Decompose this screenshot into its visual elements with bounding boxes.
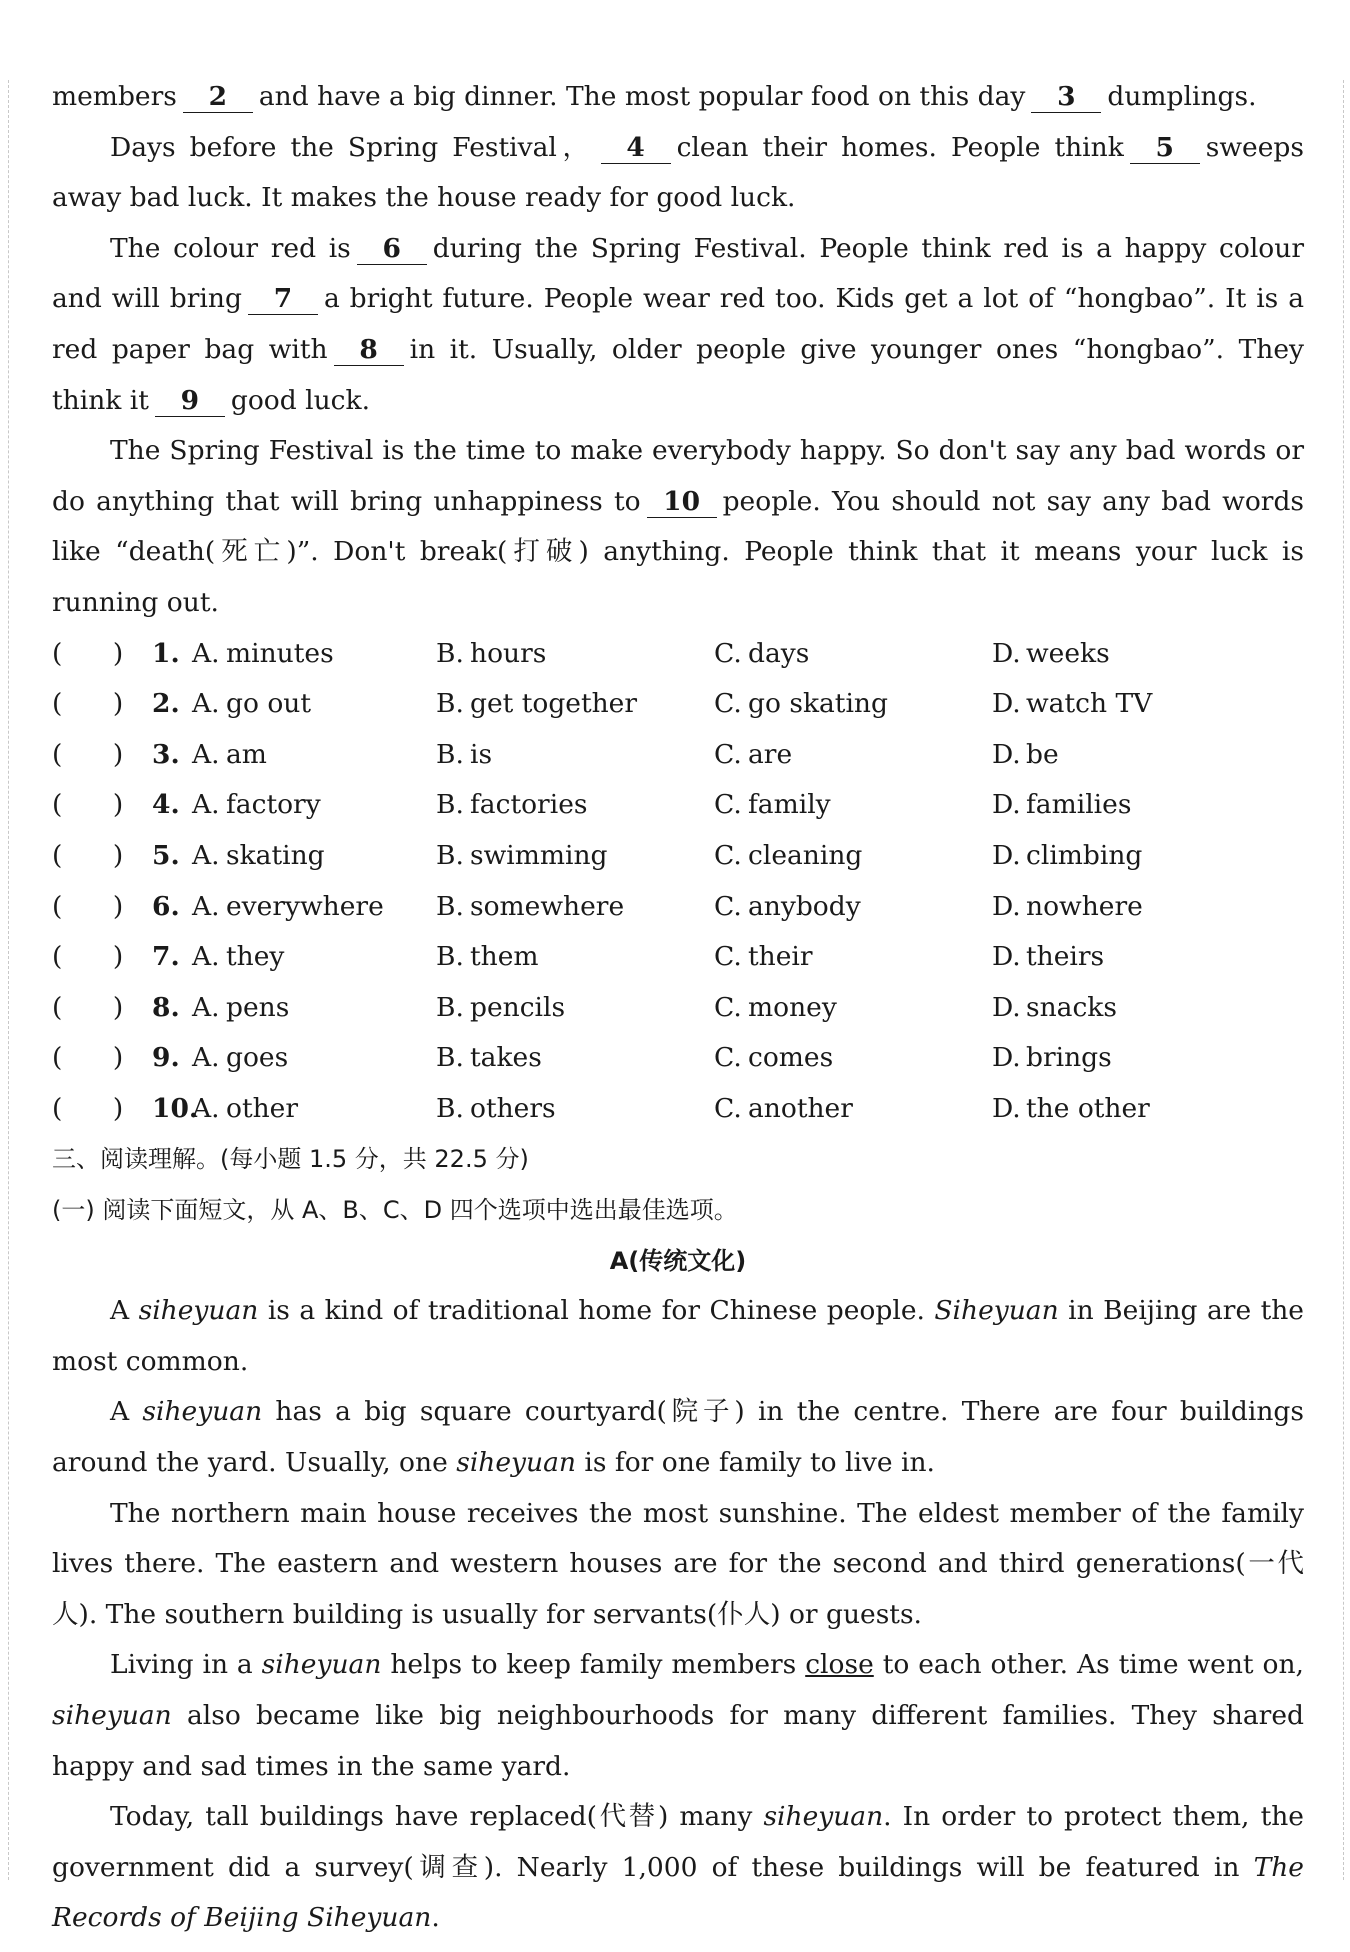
reading-paragraph-5	[52, 1792, 1304, 1944]
option-a	[192, 882, 436, 933]
option-text: goes	[226, 1042, 289, 1074]
blank-10: 10	[647, 487, 717, 518]
question-row	[52, 629, 1304, 680]
option-text: minutes	[226, 637, 334, 669]
text: The colour red is	[110, 232, 351, 264]
answer-paren[interactable]: ( )	[52, 890, 124, 922]
option-letter: A.	[192, 637, 220, 669]
question-list	[52, 629, 1304, 1135]
term: Siheyuan	[934, 1295, 1059, 1327]
text: has a big square courtyard(院子) in the centre. There are four buildings around the yard. Usually, one	[52, 1396, 1304, 1479]
section-title: 三、阅读理解。(每小题 1.5 分，共 22.5 分)	[52, 1145, 529, 1174]
option-text: cleaning	[748, 839, 863, 871]
reading-paragraph-4	[52, 1640, 1304, 1792]
cloze-paragraph-2	[52, 123, 1304, 224]
option-letter: C.	[714, 839, 742, 871]
option-letter: D.	[992, 789, 1021, 821]
option-letter: B.	[436, 839, 464, 871]
text: A	[110, 1396, 130, 1428]
answer-paren[interactable]: ( )	[52, 991, 124, 1023]
option-text: takes	[470, 1042, 542, 1074]
option-text: comes	[748, 1042, 834, 1074]
option-c	[714, 1084, 992, 1135]
option-text: they	[226, 941, 285, 973]
answer-paren[interactable]: ( )	[52, 789, 124, 821]
option-b	[436, 1084, 714, 1135]
option-a	[192, 1084, 436, 1135]
option-letter: C.	[714, 1092, 742, 1124]
text: dumplings.	[1107, 81, 1257, 112]
term: siheyuan	[142, 1396, 263, 1428]
question-number: 5.	[152, 839, 180, 871]
option-letter: B.	[436, 991, 464, 1023]
answer-paren[interactable]: ( )	[52, 839, 124, 871]
option-text: hours	[470, 637, 547, 669]
option-text: anybody	[748, 890, 861, 922]
text: is for one family to live in.	[584, 1447, 935, 1479]
option-a	[192, 932, 436, 983]
option-letter: C.	[714, 991, 742, 1023]
option-letter: D.	[992, 1042, 1021, 1074]
question-number: 9.	[152, 1042, 180, 1074]
text: in Beijing are the most common.	[52, 1295, 1304, 1377]
option-text: others	[470, 1092, 556, 1124]
question-number: 10.	[152, 1092, 199, 1124]
option-text: pencils	[470, 991, 566, 1023]
option-letter: D.	[992, 839, 1021, 871]
option-letter: B.	[436, 789, 464, 821]
option-letter: C.	[714, 1042, 742, 1074]
option-d	[992, 629, 1252, 680]
option-letter: D.	[992, 1092, 1021, 1124]
option-letter: C.	[714, 789, 742, 821]
question-row	[52, 882, 1304, 933]
text: is a kind of traditional home for Chinese people.	[267, 1295, 925, 1327]
left-margin-line	[8, 80, 9, 1880]
text: .	[431, 1902, 440, 1934]
option-letter: A.	[192, 839, 220, 871]
option-c	[714, 679, 992, 730]
option-b	[436, 629, 714, 680]
question-row	[52, 831, 1304, 882]
answer-paren[interactable]: ( )	[52, 738, 124, 770]
option-letter: D.	[992, 890, 1021, 922]
reading-paragraph-1	[52, 1286, 1304, 1387]
option-b	[436, 1033, 714, 1084]
option-text: their	[748, 941, 813, 973]
option-letter: A.	[192, 991, 220, 1023]
option-letter: D.	[992, 688, 1021, 720]
option-text: family	[748, 789, 831, 821]
option-letter: D.	[992, 991, 1021, 1023]
option-a	[192, 983, 436, 1034]
option-letter: C.	[714, 688, 742, 720]
blank-5: 5	[1130, 133, 1200, 164]
option-text: days	[748, 637, 810, 669]
passage-title: A(传统文化)	[609, 1246, 747, 1275]
option-b	[436, 983, 714, 1034]
text: in it. Usually, older people give younger ones “hongbao”. They think it	[52, 333, 1305, 416]
option-text: go skating	[748, 688, 888, 720]
option-b	[436, 932, 714, 983]
option-a	[192, 679, 436, 730]
option-d	[992, 932, 1252, 983]
option-letter: D.	[992, 738, 1021, 770]
term: siheyuan	[456, 1447, 576, 1479]
option-d	[992, 983, 1252, 1034]
option-text: them	[470, 941, 539, 973]
question-number: 2.	[152, 688, 180, 720]
option-c	[714, 882, 992, 933]
option-text: factories	[470, 789, 588, 821]
option-text: somewhere	[470, 890, 625, 922]
book-title: The Records of Beijing Siheyuan	[52, 1851, 1304, 1934]
question-number: 8.	[152, 991, 180, 1023]
option-text: theirs	[1026, 941, 1105, 973]
question-number: 1.	[152, 637, 180, 669]
option-text: are	[748, 738, 793, 770]
option-text: swimming	[470, 839, 608, 871]
section-instruction: (一) 阅读下面短文，从 A、B、C、D 四个选项中选出最佳选项。	[52, 1196, 738, 1225]
blank-9: 9	[155, 386, 225, 417]
option-d	[992, 882, 1252, 933]
option-text: climbing	[1026, 839, 1143, 871]
option-d	[992, 1084, 1252, 1135]
blank-4: 4	[601, 133, 671, 164]
option-text: go out	[226, 688, 312, 720]
option-b	[436, 882, 714, 933]
reading-paragraph-2	[52, 1387, 1304, 1488]
option-letter: C.	[714, 890, 742, 922]
option-letter: B.	[436, 1092, 464, 1124]
text: also became like big neighbourhoods for many different families. They shared happy and sad times in the same yard.	[52, 1700, 1304, 1782]
blank-6: 6	[357, 234, 427, 265]
option-letter: B.	[436, 637, 464, 669]
option-text: be	[1026, 738, 1059, 770]
text: during the Spring Festival. People think red is a happy colour and will bring	[52, 232, 1304, 315]
option-letter: B.	[436, 688, 464, 720]
text: A	[110, 1295, 130, 1327]
option-a	[192, 780, 436, 831]
option-text: am	[226, 738, 267, 770]
option-a	[192, 730, 436, 781]
option-a	[192, 1033, 436, 1084]
option-letter: C.	[714, 738, 742, 770]
option-letter: A.	[192, 941, 220, 973]
option-letter: B.	[436, 941, 464, 973]
option-c	[714, 1033, 992, 1084]
text: members	[52, 81, 177, 112]
option-d	[992, 831, 1252, 882]
term: siheyuan	[763, 1801, 884, 1833]
option-letter: A.	[192, 1092, 220, 1124]
question-row	[52, 730, 1304, 781]
option-text: money	[748, 991, 837, 1023]
question-row	[52, 983, 1304, 1034]
text: people. You should not say any bad words like “death(死亡)”. Don't break(打破) anything. People think that it means your luck is running out.	[52, 485, 1305, 618]
text: Days before the Spring Festival，	[110, 131, 595, 163]
text: helps to keep family members	[390, 1649, 797, 1681]
option-d	[992, 780, 1252, 831]
option-letter: A.	[192, 1042, 220, 1074]
underlined-word: close	[805, 1649, 874, 1681]
option-a	[192, 629, 436, 680]
option-letter: B.	[436, 738, 464, 770]
option-c	[714, 831, 992, 882]
answer-paren[interactable]: ( )	[52, 637, 124, 669]
answer-paren[interactable]: ( )	[52, 941, 124, 973]
answer-paren[interactable]: ( )	[52, 688, 124, 720]
option-c	[714, 932, 992, 983]
question-row	[52, 1033, 1304, 1084]
text: The northern main house receives the most sunshine. The eldest member of the family lives there. The eastern and western houses are for the second and third generations(一代人). The southern building is usually for servants(仆人) or guests.	[52, 1497, 1304, 1630]
term: siheyuan	[261, 1649, 382, 1681]
question-row	[52, 932, 1304, 983]
option-text: factory	[226, 789, 321, 821]
option-c	[714, 730, 992, 781]
option-text: another	[748, 1092, 853, 1124]
option-c	[714, 629, 992, 680]
option-letter: B.	[436, 1042, 464, 1074]
option-text: pens	[226, 991, 290, 1023]
option-d	[992, 730, 1252, 781]
right-margin-line	[1343, 80, 1344, 1880]
option-c	[714, 780, 992, 831]
question-number: 3.	[152, 738, 180, 770]
text: good luck.	[230, 384, 370, 416]
option-letter: A.	[192, 890, 220, 922]
option-b	[436, 831, 714, 882]
term: siheyuan	[52, 1700, 172, 1731]
option-a	[192, 831, 436, 882]
option-d	[992, 679, 1252, 730]
option-letter: C.	[714, 941, 742, 973]
option-b	[436, 780, 714, 831]
text: to each other. As time went on,	[882, 1649, 1304, 1681]
answer-paren[interactable]: ( )	[52, 1042, 124, 1074]
option-letter: A.	[192, 738, 220, 770]
option-text: everywhere	[226, 890, 384, 922]
blank-3: 3	[1031, 82, 1101, 113]
cloze-paragraph-1	[52, 72, 1304, 123]
option-b	[436, 679, 714, 730]
option-d	[992, 1033, 1252, 1084]
option-letter: A.	[192, 789, 220, 821]
text: . In order to protect them, the government did a survey(调查). Nearly 1,000 of these buildings will be featured in	[52, 1801, 1304, 1883]
text: Living in a	[110, 1649, 253, 1681]
option-letter: C.	[714, 637, 742, 669]
option-text: snacks	[1026, 991, 1117, 1023]
question-row	[52, 679, 1304, 730]
reading-paragraph-3	[52, 1489, 1304, 1641]
option-text: watch TV	[1026, 688, 1153, 720]
blank-8: 8	[334, 335, 404, 366]
option-letter: B.	[436, 890, 464, 922]
question-row	[52, 1084, 1304, 1135]
text: Today, tall buildings have replaced(代替) many	[110, 1801, 753, 1833]
text: The Spring Festival is the time to make everybody happy. So don't say any bad words or do anything that will bring unhappiness to	[52, 435, 1304, 517]
option-text: other	[226, 1092, 299, 1124]
blank-7: 7	[248, 284, 318, 315]
text: clean their homes. People think	[676, 131, 1124, 163]
option-text: the other	[1026, 1092, 1150, 1124]
option-text: weeks	[1026, 637, 1110, 669]
question-number: 4.	[152, 789, 180, 821]
option-c	[714, 983, 992, 1034]
option-text: get together	[470, 688, 638, 720]
option-letter: A.	[192, 688, 220, 720]
option-text: brings	[1026, 1042, 1112, 1074]
blank-2: 2	[183, 82, 253, 113]
term: siheyuan	[138, 1295, 259, 1327]
cloze-paragraph-3	[52, 224, 1304, 426]
answer-paren[interactable]: ( )	[52, 1092, 124, 1124]
cloze-paragraph-4	[52, 426, 1304, 628]
text: sweeps away bad luck. It makes the house ready for good luck.	[52, 131, 1304, 214]
option-text: skating	[226, 839, 325, 871]
question-number: 6.	[152, 890, 180, 922]
option-text: nowhere	[1026, 890, 1143, 922]
question-number: 7.	[152, 941, 180, 973]
text: and have a big dinner. The most popular food on this day	[258, 81, 1026, 112]
text: a bright future. People wear red too. Kids get a lot of “hongbao”. It is a red paper bag with	[52, 283, 1304, 365]
option-text: is	[470, 738, 493, 770]
option-text: families	[1026, 789, 1132, 821]
option-letter: D.	[992, 941, 1021, 973]
question-row	[52, 780, 1304, 831]
option-b	[436, 730, 714, 781]
option-letter: D.	[992, 637, 1021, 669]
